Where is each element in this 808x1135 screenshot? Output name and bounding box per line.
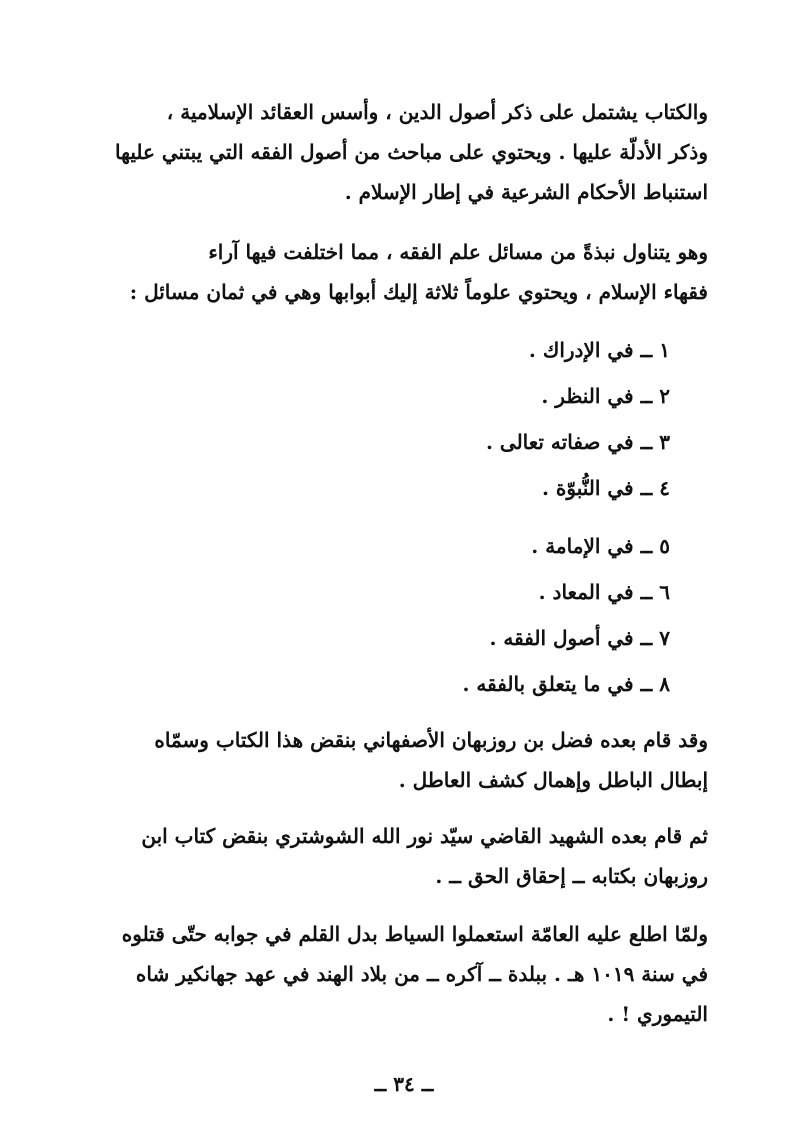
list-item: ٦ ــ في المعاد .	[538, 580, 670, 604]
paragraph-line: وذكر الأدلّة عليها . ويحتوي على مباحث من أصول الفقه التي يبتني عليها	[115, 140, 708, 164]
list-item: ٨ ــ في ما يتعلق بالفقه .	[462, 672, 670, 696]
paragraph-line: ولمّا اطلع عليه العامّة استعملوا السياط بدل القلم في جوابه حتّى قتلوه	[121, 922, 708, 946]
paragraph-line: ثم قام بعده الشهيد القاضي سيّد نور الله الشوشتري بنقض كتاب ابن	[141, 824, 708, 848]
paragraph-line: استنباط الأحكام الشرعية في إطار الإسلام .	[344, 180, 708, 204]
paragraph-line: وهو يتناول نبذةً من مسائل علم الفقه ، مما اختلفت فيها آراء	[208, 240, 708, 264]
list-item: ٤ ــ في النُّبوّة .	[541, 476, 670, 500]
paragraph-refutation-ibn-ruzbihan	[98, 720, 708, 800]
paragraph-line: والكتاب يشتمل على ذكر أصول الدين ، وأسس العقائد الإسلامية ،	[166, 100, 708, 124]
paragraph-fiqh-topics	[98, 232, 708, 312]
list-item: ٢ ــ في النظر .	[541, 384, 670, 408]
list-item: ٧ ــ في أصول الفقه .	[489, 626, 670, 650]
list-item: ٣ ــ في صفاته تعالى .	[485, 430, 670, 454]
paragraph-book-contents	[98, 92, 708, 212]
paragraph-line: وقد قام بعده فضل بن روزبهان الأصفهاني بنقض هذا الكتاب وسمّاه	[154, 728, 708, 752]
page-number: ــ ٣٤ ــ	[374, 1072, 434, 1096]
paragraph-martyrdom	[98, 914, 708, 1034]
paragraph-line: فقهاء الإسلام ، ويحتوي علوماً ثلاثة إليك أبوابها وهي في ثمان مسائل :	[129, 280, 708, 304]
paragraph-line: في سنة ١٠١٩ هـ . ببلدة ــ آكره ــ من بلاد الهند في عهد جهانكير شاه	[135, 962, 708, 986]
list-item: ٥ ــ في الإمامة .	[531, 534, 670, 558]
paragraph-shushtari-response	[98, 816, 708, 896]
paragraph-line: إبطال الباطل وإهمال كشف العاطل .	[398, 768, 708, 792]
paragraph-line: التيموري ! .	[607, 1002, 708, 1026]
paragraph-line: روزبهان بكتابه ــ إحقاق الحق ــ .	[435, 864, 708, 888]
list-item: ١ ــ في الإدراك .	[528, 338, 670, 362]
topics-list	[462, 327, 670, 707]
